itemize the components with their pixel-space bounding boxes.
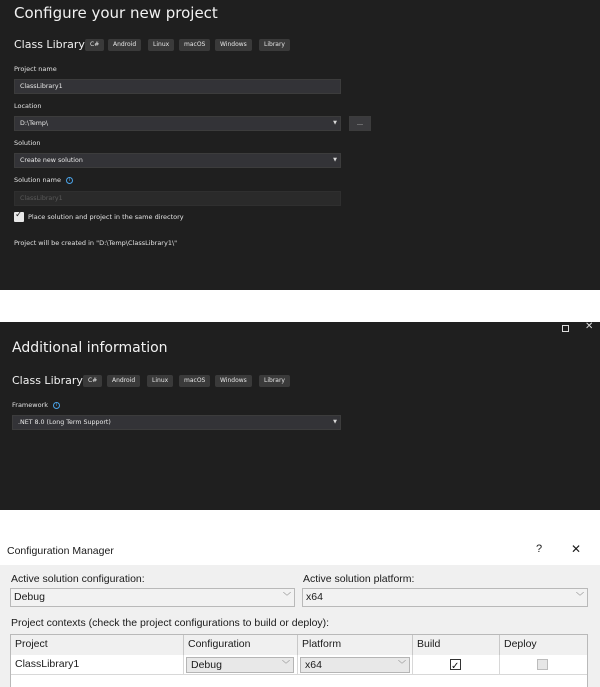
configure-project-dialog	[0, 0, 600, 290]
location-combo[interactable]	[14, 116, 341, 131]
tag-macos: macOS	[179, 39, 210, 51]
tag-csharp: C#	[83, 375, 102, 387]
tag-library: Library	[259, 39, 290, 51]
checkmark-icon: ✓	[15, 210, 23, 220]
tag-linux: Linux	[148, 39, 174, 51]
table-row-project[interactable]: ClassLibrary1	[11, 655, 184, 675]
chevron-down-icon: ▼	[333, 157, 337, 163]
same-directory-label: Place solution and project in the same directory	[28, 213, 184, 221]
tag-android: Android	[108, 39, 141, 51]
info-icon[interactable]: i	[66, 177, 73, 184]
location-label: Location	[14, 102, 42, 110]
column-header-project[interactable]: Project	[11, 635, 184, 655]
active-config-combo[interactable]	[10, 588, 295, 607]
chevron-down-icon: ▼	[333, 419, 337, 425]
table-row-build-cell	[413, 655, 500, 675]
additional-information-dialog	[0, 322, 600, 510]
solution-name-input	[14, 191, 341, 206]
solution-label: Solution	[14, 139, 41, 147]
info-icon[interactable]: i	[53, 402, 60, 409]
chevron-down-icon: ﹀	[576, 592, 584, 601]
tag-library: Library	[259, 375, 290, 387]
solution-name-label: Solution name i	[14, 176, 73, 184]
build-checkbox[interactable]	[450, 659, 461, 670]
project-name-value: ClassLibrary1	[20, 83, 63, 90]
column-header-configuration[interactable]: Configuration	[184, 635, 298, 655]
page-title: Configure your new project	[14, 4, 218, 22]
chevron-down-icon: ﹀	[398, 660, 406, 669]
framework-value: .NET 8.0 (Long Term Support)	[18, 419, 111, 426]
active-platform-combo[interactable]	[302, 588, 588, 607]
project-contexts-label: Project contexts (check the project configurations to build or deploy):	[11, 617, 330, 629]
tag-linux: Linux	[147, 375, 173, 387]
table-row-platform-cell[interactable]	[298, 655, 413, 675]
checkmark-icon: ✓	[451, 661, 460, 672]
template-name: Class Library	[12, 374, 83, 387]
location-value: D:\Temp\	[20, 120, 48, 127]
tag-windows: Windows	[215, 39, 252, 51]
browse-button[interactable]: ...	[349, 116, 371, 131]
solution-value: Create new solution	[20, 157, 83, 164]
row-platform-combo[interactable]: x64 ﹀	[300, 657, 410, 673]
framework-combo[interactable]	[12, 415, 341, 430]
tag-windows: Windows	[215, 375, 252, 387]
dialog-title: Configuration Manager	[7, 545, 114, 557]
solution-name-value: ClassLibrary1	[20, 195, 63, 202]
column-header-build[interactable]: Build	[413, 635, 500, 655]
column-header-deploy[interactable]: Deploy	[500, 635, 587, 655]
close-icon[interactable]: ✕	[585, 321, 594, 332]
column-header-platform[interactable]: Platform	[298, 635, 413, 655]
tag-csharp: C#	[85, 39, 104, 51]
active-config-label: Active solution configuration:	[11, 573, 145, 585]
chevron-down-icon: ▼	[333, 120, 337, 126]
project-name-input[interactable]	[14, 79, 341, 94]
template-name: Class Library	[14, 38, 85, 51]
close-icon[interactable]: ✕	[571, 542, 582, 556]
chevron-down-icon: ﹀	[282, 660, 290, 669]
same-directory-checkbox[interactable]	[14, 212, 24, 222]
table-row-configuration-cell[interactable]	[184, 655, 298, 675]
active-platform-label: Active solution platform:	[303, 573, 415, 585]
tag-macos: macOS	[179, 375, 210, 387]
active-platform-value: x64	[306, 591, 323, 603]
solution-combo[interactable]	[14, 153, 341, 168]
help-button[interactable]: ?	[536, 543, 543, 555]
chevron-down-icon: ﹀	[283, 592, 291, 601]
tag-android: Android	[107, 375, 140, 387]
table-row-deploy-cell	[500, 655, 587, 675]
framework-label: Framework i	[12, 401, 60, 409]
created-in-text: Project will be created in "D:\Temp\ClassLibrary1\"	[14, 239, 178, 247]
active-config-value: Debug	[14, 591, 45, 603]
maximize-icon[interactable]	[562, 325, 569, 332]
page-title: Additional information	[12, 340, 168, 356]
row-configuration-combo[interactable]: Debug ﹀	[186, 657, 294, 673]
deploy-checkbox	[537, 659, 548, 670]
project-name-label: Project name	[14, 65, 57, 73]
